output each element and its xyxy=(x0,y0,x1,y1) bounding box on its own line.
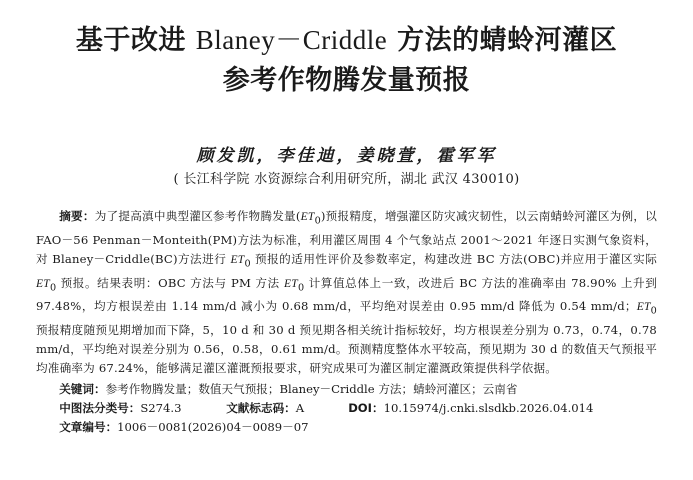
et0-symbol: ET xyxy=(230,252,245,266)
et0-subscript: 0 xyxy=(244,258,251,270)
et0-subscript: 0 xyxy=(49,281,57,293)
title-line-2: 参考作物腾发量预报 xyxy=(222,65,471,96)
clc-label: 中图法分类号： xyxy=(59,400,141,415)
article-number-row xyxy=(36,418,657,437)
et0-subscript: 0 xyxy=(297,281,305,293)
affiliation: ( 长江科学院 水资源综合利用研究所，湖北 武汉 430010) xyxy=(173,172,520,187)
title-part-2: 方法的蜻蛉河灌区 xyxy=(387,25,618,56)
abstract-text-1: 为了提高滇中典型灌区参考作物腾发量( xyxy=(94,209,301,223)
abstract-label: 摘要： xyxy=(59,209,95,223)
abstract-text-2: )预报精度，增强灌区防灾减灾韧性，以云南蜻蛉河灌区为例，以 FAO－56 Penman－Monteith(PM)方法为标准，利用灌区周围 4 个气象站点 2001～2021 年逐日实测气象资料，对 Blaney－Criddle(BC)方法进行 xyxy=(36,209,658,266)
keywords-value: 参考作物腾发量；数值天气预报；Blaney－Criddle 方法；蜻蛉河灌区；云南省 xyxy=(105,381,518,396)
keywords xyxy=(36,380,657,399)
author-list: 顾发凯，李佳迪，姜晓萱，霍军军 xyxy=(196,146,497,166)
abstract xyxy=(36,207,657,379)
keywords-label: 关键词： xyxy=(59,381,106,396)
abstract-text-5: 计算值总体上一致，改进后 BC 方法的准确率由 78.90% 上升到 97.48%，均方根误差由 1.14 mm/d 减小为 0.68 mm/d，平均绝对误差由 0.95 mm/d 降低为 0.54 mm/d； xyxy=(36,275,657,314)
abstract-text-3: 预报的适用性评价及参数率定，构建改进 BC 方法(OBC)并应用于灌区实际 xyxy=(250,251,658,266)
et0-symbol: ET xyxy=(300,210,315,223)
title-method-name: Blaney－Criddle xyxy=(195,25,388,55)
abstract-text-4: 预报。结果表明：OBC 方法与 PM 方法 xyxy=(56,275,285,290)
article-number-value: 1006－0081(2026)04－0089－07 xyxy=(117,419,309,434)
et0-symbol: ET xyxy=(284,276,298,290)
document-code-value: A xyxy=(295,400,305,415)
classification-row xyxy=(36,399,657,418)
clc-value: S274.3 xyxy=(140,400,182,415)
article-number-label: 文章编号： xyxy=(59,419,118,434)
et0-symbol: ET xyxy=(36,276,50,290)
doi-label: DOI： xyxy=(348,400,384,415)
abstract-text-6: 预报精度随预见期增加而下降，5，10 d 和 30 d 预见期各相关统计指标较好，均方根误差分别为 0.73，0.74，0.78 mm/d，平均绝对误差分别为 0.56，0.58，0.61 mm/d。预测精度整体水平较高，预见期为 30 d 的数值天气预报平均准确率为 67.24%，能够满足灌区灌溉预报要求，研究成果可为灌区制定灌溉政策提供科学依据。 xyxy=(36,322,657,376)
et0-symbol: ET xyxy=(636,300,651,314)
doi-value: 10.15974/j.cnki.slsdkb.2026.04.014 xyxy=(383,400,594,415)
title-part-1: 基于改进 xyxy=(75,25,196,56)
article-title xyxy=(36,0,657,101)
et0-subscript: 0 xyxy=(650,305,657,317)
et0-subscript: 0 xyxy=(314,215,321,227)
document-code-label: 文献标志码： xyxy=(226,400,296,415)
